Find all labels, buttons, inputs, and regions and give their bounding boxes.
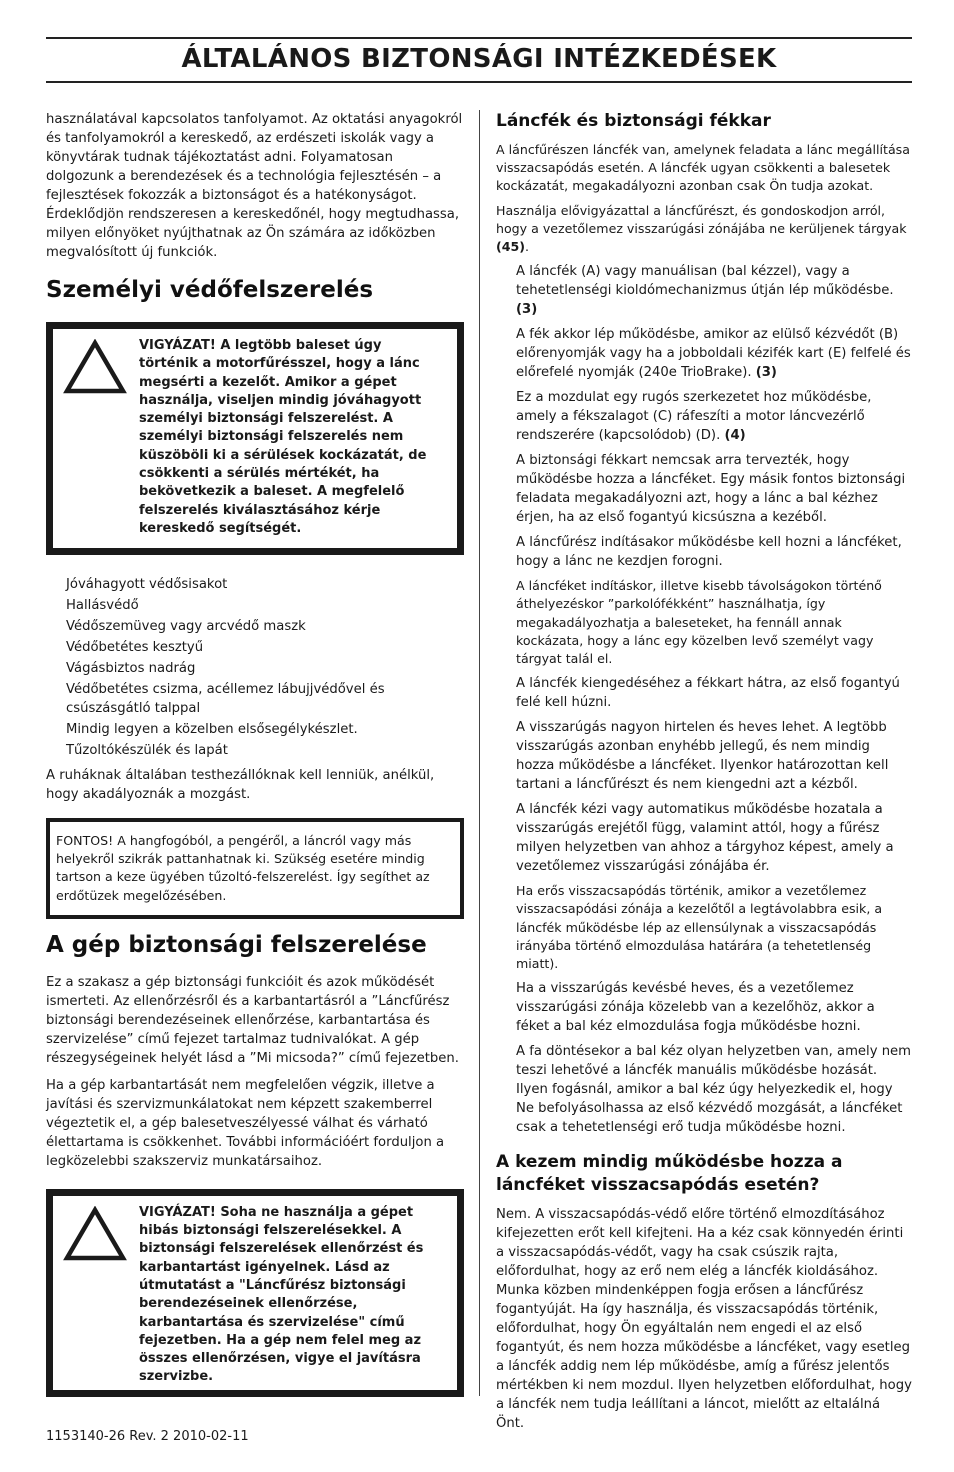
list-item: Védőbetétes kesztyű	[66, 640, 204, 655]
warning-text-ppe: VIGYÁZAT! A legtöbb baleset úgy történik a motorfűrésszel, hogy a lánc megsérti a kezelőt. Amikor a gépet használja, viseljen mindig jóváhagyott személyi biztonsági felszerelést. A személyi biztonsági felszerelés nem küszöböli ki a sérülések kockázatát, de csökkenti a sérülés mértékét, ha bekövetkezik a baleset. A megfelelő felszerelés kiválasztásához kérje kereskedő segítségét.	[139, 338, 427, 536]
column-divider	[479, 110, 480, 1396]
brake-item-12: A fa döntésekor a bal kéz olyan helyzetben van, amely nem teszi lehetővé a láncfék manuális működésbe hozását. Ilyen fogásnál, amikor a bal kéz úgy helyezkedik el, hogy Ne befolyásolhassa az első kézvédő mozgását, a láncféket csak a tehetetlenségi erő tudja működésbe hozni.	[516, 1044, 912, 1136]
list-item: Tűzoltókészülék és lapát	[66, 743, 228, 758]
heading-question: A kezem mindig működésbe hozza a láncféket visszacsapódás esetén?	[496, 1152, 843, 1196]
right-column	[496, 110, 912, 1433]
figure-reference: (3)	[755, 365, 777, 381]
brake-item-text: A fék akkor lép működésbe, amikor az elülső kézvédőt (B) előrenyomják vagy ha a jobboldali kézifék kart (E) felfelé és előrefelé nyomják (240e TrioBrake).	[516, 327, 911, 381]
brake-item-2	[496, 325, 912, 382]
machine-paragraph-2: Ha a gép karbantartását nem megfelelően végzik, illetve a javítási és szervizmunkálatokat nem képzett szakemberrel végeztetik el, a gép balesetveszélyessé válhat és várható élettartama is csökkenhet. További információért forduljon a legközelebbi szakszerviz munkatársaihoz.	[46, 1077, 445, 1169]
brake-item-9: A láncfék kézi vagy automatikus működésbe hozatala a visszarúgás erejétől függ, valamint attól, hogy a fűrész milyen helyzetben van ahhoz a tárgyhoz képest, amely a vezetőlemez visszarúgási zónájába ér.	[516, 802, 894, 875]
warning-triangle-icon	[63, 339, 127, 395]
heading-machine-safety-equipment: A gép biztonsági felszerelése	[46, 931, 427, 958]
brake-item-7: A láncfék kiengedéséhez a fékkart hátra, az első fogantyú felé kell húzni.	[516, 676, 900, 711]
warning-box-machine	[46, 1189, 464, 1397]
list-item: Hallásvédő	[66, 598, 139, 613]
brake-paragraph-2-text: Használja elővigyázattal a láncfűrészt, és gondoskodjon arról, hogy a vezetőlemez visszarúgási zónájába ne kerüljenek tárgyak	[496, 202, 907, 236]
important-note-text: FONTOS! A hangfogóból, a pengéről, a láncról vagy más helyekről szikrák pattanhatnak ki. Szükség esetére mindig tartson a keze ügyében tűzoltó-felszerelést. Így segíthet az erdőtüzek megelőzésében.	[56, 833, 430, 903]
page-title: ÁLTALÁNOS BIZTONSÁGI INTÉZKEDÉSEK	[181, 44, 777, 74]
list-item: Jóváhagyott védősisakot	[66, 577, 228, 592]
list-item: Mindig legyen a közelben elsősegélykészlet.	[66, 722, 358, 737]
warning-text-machine: VIGYÁZAT! Soha ne használja a gépet hibás biztonsági felszerelésekkel. A biztonsági felszerelések ellenőrzést és karbantartást igényelnek. Lásd az útmutatást a "Láncfűrész biztonsági berendezéseinek ellenőrzése, karbantartása és szervizelése" című fejezetben. Ha a gép nem felel meg az összes ellenőrzésen, vigye el javításra szervizbe.	[139, 1204, 424, 1385]
brake-item-1	[496, 262, 912, 319]
brake-item-4: A biztonsági fékkart nemcsak arra tervezték, hogy működésbe hozza a láncféket. Egy másik fontos biztonsági feladata megakadályozni azt, hogy a lánc a bal kézhez érjen, ha az első fogantyú kicsúszna a kezéből.	[516, 453, 906, 526]
figure-reference: (3)	[516, 302, 538, 318]
brake-item-6: A láncféket indításkor, illetve kisebb távolságokon történő áthelyezéskor ”parkolófékként” használhatja, így megakadályozhatja a baleseteket, ha fennáll annak kockázata, hogy a lánc egy közelben levő személyt vagy tárgyat talál el.	[516, 578, 882, 667]
machine-paragraph-1: Ez a szakasz a gép biztonsági funkcióit és azok működését ismerteti. Az ellenőrzésről és a karbantartásról a ”Láncfűrész biztonsági berendezéseinek ellenőrzése, karbantartása és szervizelése” című fejezet tartalmaz tudnivalókat. A gép részegységeinek helyét lásd a ”Mi micsoda?” című fejezetben.	[46, 974, 459, 1066]
list-item: Védőszemüveg vagy arcvédő maszk	[66, 619, 306, 634]
intro-paragraph: használatával kapcsolatos tanfolyamot. Az oktatási anyagokról és tanfolyamokról a kereskedő, az erdészeti iskolák vagy a könyvtárak tudnak tájékoztatást adni. Folyamatosan dolgozunk a berendezések és a technológia fejlesztésén – a fejlesztések fokozzák a biztonságot és a hatékonyságot. Érdeklődjön rendszeresen a kereskedőnél, hogy megtudhassa, milyen előnyöket nyújthatnak az Ön számára az időközben megvalósított új funkciók.	[46, 112, 463, 260]
brake-item-3	[496, 388, 912, 445]
left-column	[46, 110, 464, 1417]
brake-item-5: A láncfűrész indításakor működésbe kell hozni a láncféket, hogy a lánc ne kezdjen forogni.	[516, 535, 902, 570]
figure-reference: (45)	[496, 239, 526, 255]
warning-box-ppe	[46, 322, 464, 555]
ppe-list	[66, 575, 464, 760]
brake-paragraph-1: A láncfűrészen láncfék van, amelynek feladata a lánc megállítása visszacsapódás esetén. A láncfék ugyan csökkenti a balesetek kockázatát, megakadályozni azonban csak Ön tudja azokat.	[496, 142, 910, 194]
warning-triangle-icon	[63, 1206, 127, 1262]
footer-document-number: 1153140-26 Rev. 2 2010-02-11	[46, 1429, 249, 1444]
brake-item-text: Ez a mozdulat egy rugós szerkezetet hoz működésbe, amely a fékszalagot (C) ráfeszíti a motor láncvezérlő rendszerére (kapcsolódob) (D).	[516, 390, 872, 444]
brake-item-10: Ha erős visszacsapódás történik, amikor a vezetőlemez visszacsapódási zónája a kezelőtől a legtávolabbra esik, a láncfék működésbe lép az ellensúlynak a visszacsapódás irányába történő elmozdulása határára (a tehetetlenség miatt).	[516, 883, 883, 972]
brake-paragraph-2: Használja elővigyázattal a láncfűrészt, és gondoskodjon arról, hogy a vezetőlemez visszarúgási zónájába ne kerüljenek tárgyak (45).	[496, 202, 907, 255]
page-title-bar	[46, 37, 912, 83]
figure-reference: (4)	[724, 428, 746, 444]
answer-paragraph: Nem. A visszacsapódás-védő előre történő elmozdításához kifejezetten erőt kell kifejteni. Ha a kéz csak könnyedén érinti a visszacsapódás-védőt, vagy ha csak csúszik rajta, előfordulhat, hogy az erő nem elég a láncfék kioldásához. Munka közben mindenképpen fogja erősen a láncfűrész fogantyúját. Ha így használja, és visszacsapódás történik, előfordulhat, hogy Ön egyáltalán nem engedi el az első fogantyút, és nem hozza működésbe a láncféket, vagy esetleg a láncfék addig nem lép működésbe, amíg a fűrész jelentős mértékben ki nem mozdul. Ilyen helyzetben előfordulhat, hogy a láncfék nem tudja leállítani a láncot, mielőtt az eltalálná Önt.	[496, 1207, 912, 1432]
brake-item-11: Ha a visszarúgás kevésbé heves, és a vezetőlemez visszarúgási zónája közelebb van a kezelőhöz, akkor a féket a bal kéz elmozdulása fogja működésbe hozni.	[516, 981, 875, 1035]
heading-personal-protective-equipment: Személyi védőfelszerelés	[46, 277, 374, 303]
brake-item-8: A visszarúgás nagyon hirtelen és heves lehet. A legtöbb visszarúgás azonban enyhébb jellegű, és nem mindig hozza működésbe a láncféket. Ilyenkor határozottan kell tartani a láncfűrészt és nem kiengedni azt a kézből.	[516, 720, 889, 793]
heading-chain-brake: Láncfék és biztonsági fékkar	[496, 111, 771, 131]
list-item: Védőbetétes csizma, acéllemez lábujjvédővel és csúszásgátló talppal	[66, 682, 385, 716]
list-item: Vágásbiztos nadrág	[66, 661, 196, 676]
brake-item-text: A láncfék (A) vagy manuálisan (bal kézzel), vagy a tehetetlenségi kioldómechanizmus útján lép működésbe.	[516, 264, 894, 299]
clothing-paragraph: A ruháknak általában testhezállóknak kell lenniük, anélkül, hogy akadályoznák a mozgást.	[46, 768, 435, 802]
important-note-box	[46, 818, 464, 919]
